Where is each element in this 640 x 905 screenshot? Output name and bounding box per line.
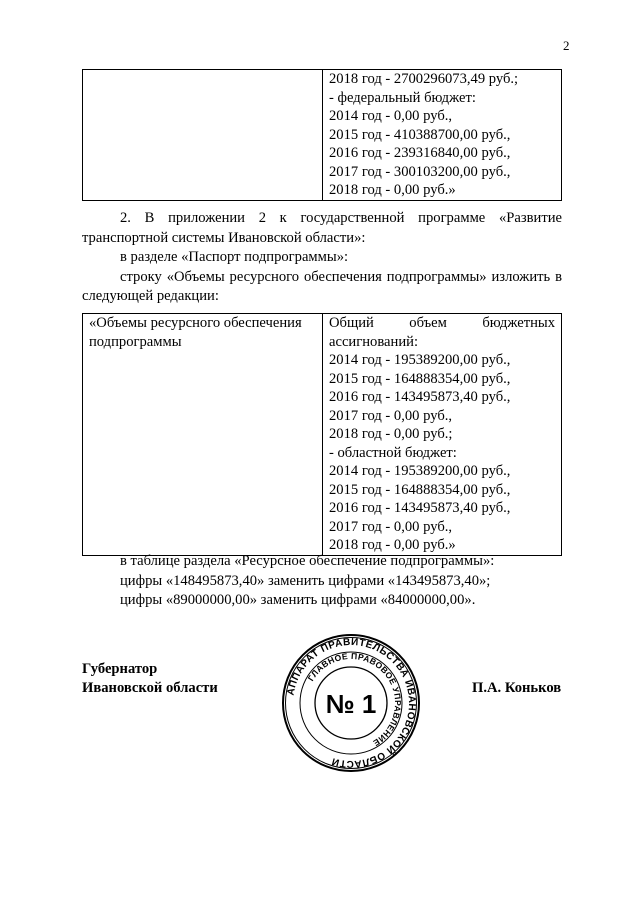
budget-line: 2014 год - 195389200,00 руб.,: [329, 463, 511, 479]
budget-line: 2017 год - 0,00 руб.,: [329, 518, 453, 535]
budget-line: 2017 год - 0,00 руб.,: [329, 407, 453, 424]
page-number: 2: [563, 38, 570, 53]
table-cell-left: «Объемы ресурсного обеспечения подпрограммы: [83, 314, 323, 556]
seal-outer-text: АППАРАТ ПРАВИТЕЛЬСТВА ИВАНОВСКОЙ ОБЛАСТИ: [285, 636, 418, 770]
table-row: [83, 70, 562, 201]
budget-line: 2017 год - 300103200,00 руб.,: [329, 163, 511, 180]
budget-line: 2016 год - 143495873,40 руб.,: [329, 389, 511, 405]
budget-line: 2016 год - 239316840,00 руб.,: [329, 145, 511, 161]
budget-line: 2018 год - 2700296073,49 руб.;: [329, 71, 519, 87]
amendment-section: в разделе «Паспорт подпрограммы»:: [120, 249, 349, 265]
change-line: в таблице раздела «Ресурсное обеспечение подпрограммы»:: [120, 553, 495, 569]
seal-number: № 1: [325, 689, 377, 719]
table-cell-left: [83, 70, 323, 201]
budget-line: 2018 год - 0,00 руб.;: [329, 426, 453, 442]
budget-line: 2014 год - 0,00 руб.,: [329, 108, 453, 124]
budget-line: - областной бюджет:: [329, 444, 457, 461]
budget-line: 2014 год - 195389200,00 руб.,: [329, 352, 511, 368]
budget-line: 2018 год - 0,00 руб.»: [329, 182, 456, 198]
budget-line: ассигнований:: [329, 333, 418, 350]
table-cell-right: [323, 70, 562, 201]
budget-line: 2015 год - 164888354,00 руб.,: [329, 481, 511, 498]
change-line: цифры «148495873,40» заменить цифрами «143495873,40»;: [120, 572, 491, 589]
seal-inner-text: ГЛАВНОЕ ПРАВОВОЕ УПРАВЛЕНИЕ: [305, 650, 404, 749]
official-seal-icon: [281, 633, 421, 773]
signatory-title-line: Ивановской области: [82, 680, 218, 696]
budget-line: 2018 год - 0,00 руб.»: [329, 537, 456, 553]
table-cell-right: [323, 314, 562, 556]
amendment-item-2: 2. В приложении 2 к государственной программе «Развитие транспортной системы Ивановской области»:: [82, 210, 562, 246]
budget-table-continuation: [82, 69, 562, 201]
change-line: цифры «89000000,00» заменить цифрами «84000000,00».: [120, 592, 476, 608]
subprogram-resources-table: [82, 313, 562, 556]
amendment-instruction: строку «Объемы ресурсного обеспечения подпрограммы» изложить в следующей редакции:: [82, 268, 562, 304]
budget-line: - федеральный бюджет:: [329, 89, 476, 106]
signatory-title-line: Губернатор: [82, 661, 158, 677]
table-row: [83, 314, 562, 556]
budget-line: 2015 год - 410388700,00 руб.,: [329, 126, 511, 143]
budget-line: 2016 год - 143495873,40 руб.,: [329, 500, 511, 516]
budget-line: 2015 год - 164888354,00 руб.,: [329, 370, 511, 387]
amendment-text: [82, 209, 562, 307]
signatory-name: П.А. Коньков: [472, 680, 562, 696]
signatory-title: [82, 660, 218, 698]
changes-text: [82, 552, 562, 611]
budget-line: Общий объем бюджетных: [329, 315, 555, 331]
